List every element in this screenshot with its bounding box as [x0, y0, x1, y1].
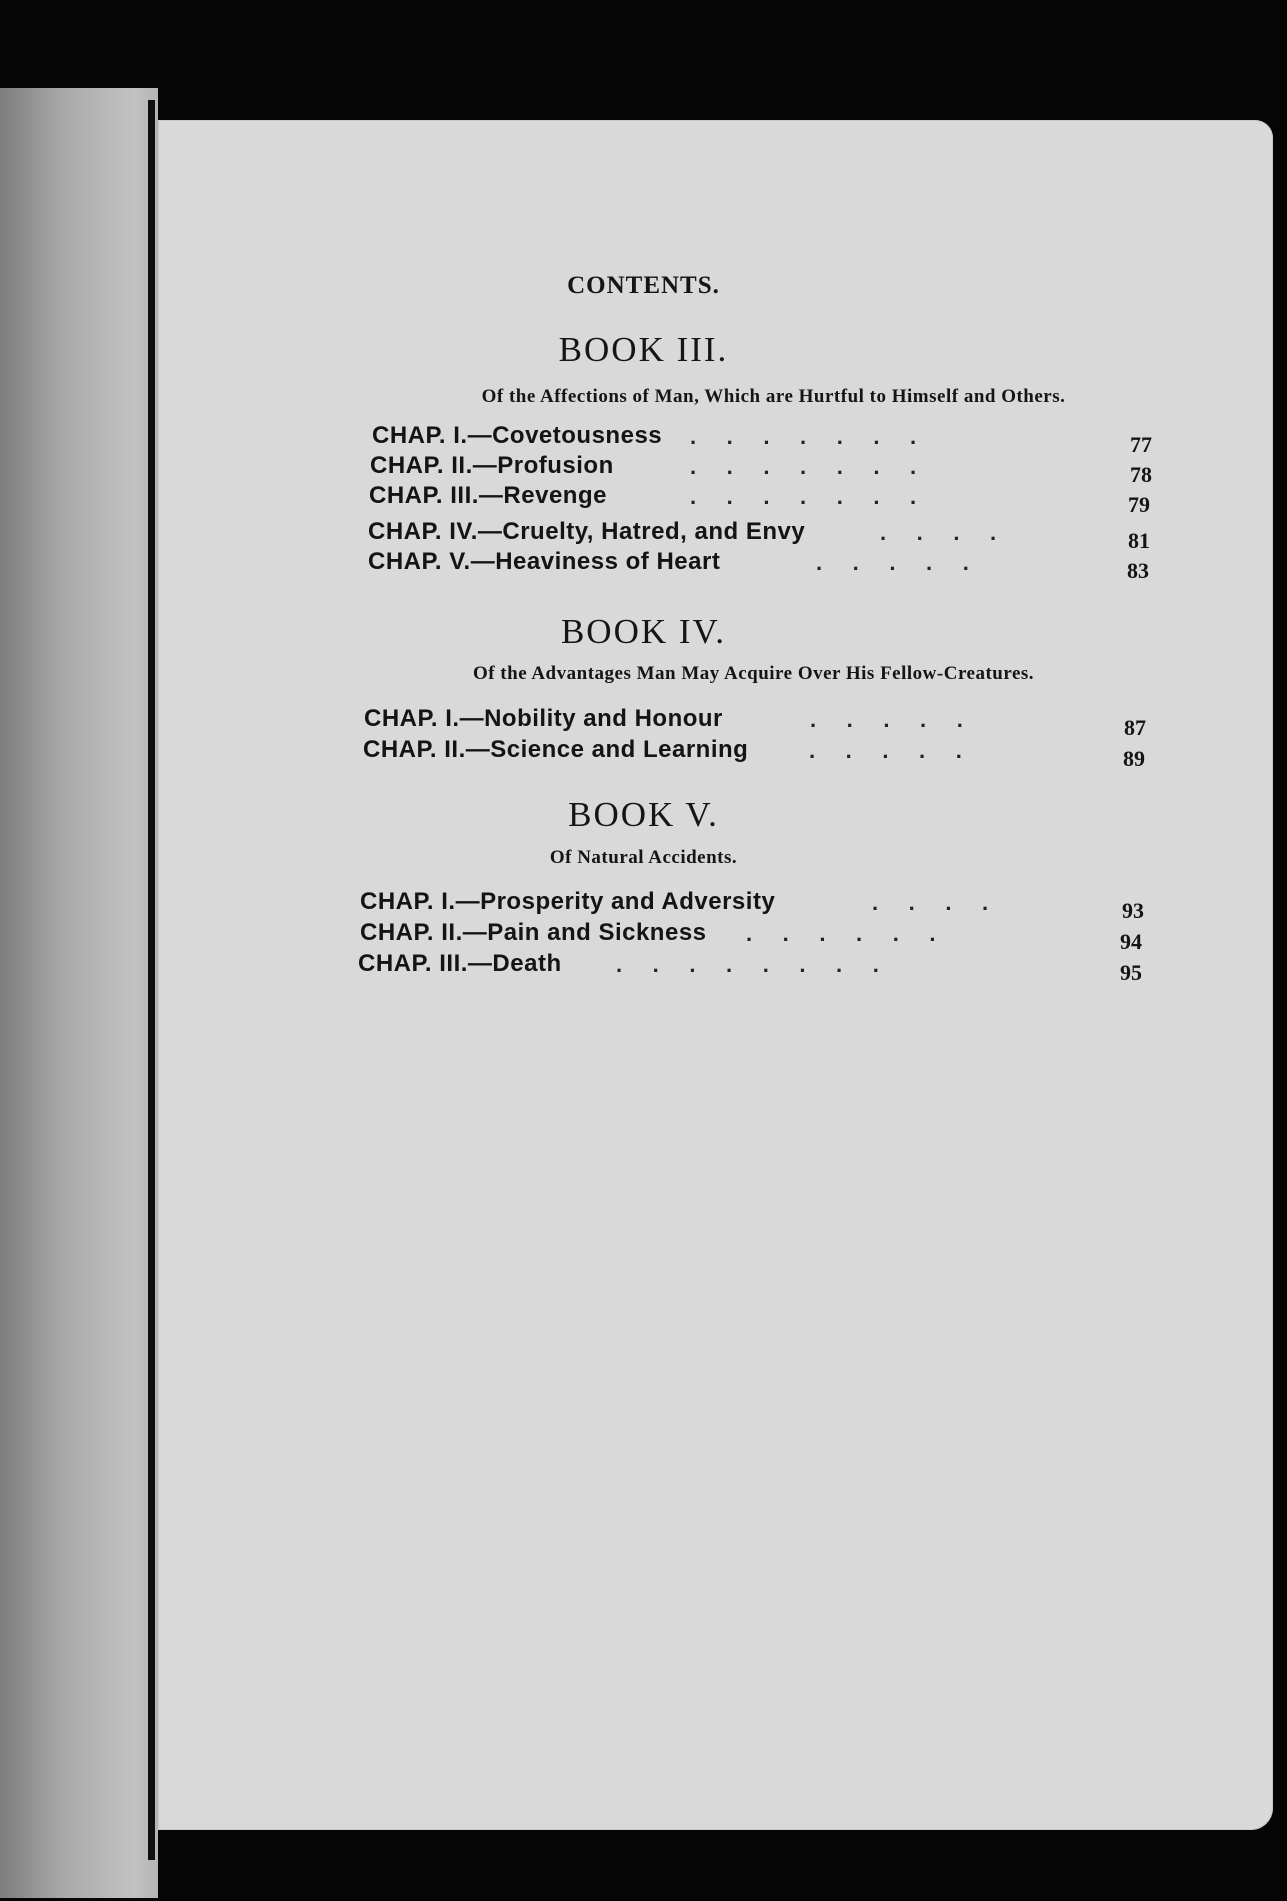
page-number: 89	[1123, 746, 1145, 771]
contents-title: CONTENTS.	[567, 272, 720, 299]
book-subtitle: Of the Affections of Man, Which are Hurtful to Himself and Others.	[481, 386, 1066, 407]
chapter-label: CHAP. I.—Prosperity and Adversity	[360, 888, 776, 915]
chapter-label: CHAP. II.—Pain and Sickness	[360, 919, 707, 946]
leader-dots: . . . . . . .	[690, 454, 917, 479]
chapter-label: CHAP. V.—Heaviness of Heart	[368, 548, 721, 575]
book-title: BOOK III.	[558, 330, 729, 369]
page-number: 94	[1120, 929, 1142, 954]
leader-dots: . . . . . . .	[690, 484, 917, 509]
chapter-label: CHAP. III.—Death	[358, 950, 562, 977]
page-number: 87	[1124, 715, 1146, 740]
leader-dots: . . . . . . .	[690, 424, 917, 449]
leader-dots: . . . . .	[810, 707, 963, 732]
chapter-label: CHAP. I.—Nobility and Honour	[364, 705, 723, 732]
leader-dots: . . . .	[880, 520, 997, 545]
book-title: BOOK V.	[568, 795, 719, 834]
book-subtitle: Of the Advantages Man May Acquire Over His Fellow-Creatures.	[472, 663, 1035, 684]
book-title: BOOK IV.	[560, 612, 727, 651]
chapter-label: CHAP. III.—Revenge	[369, 482, 607, 509]
chapter-label: CHAP. II.—Profusion	[370, 452, 614, 479]
leader-dots: . . . .	[872, 890, 989, 915]
book-subtitle: Of Natural Accidents.	[549, 847, 738, 868]
page-number: 77	[1130, 432, 1152, 457]
chapter-label: CHAP. II.—Science and Learning	[363, 736, 749, 763]
page-number: 78	[1130, 462, 1152, 487]
page-number: 83	[1127, 558, 1149, 583]
leader-dots: . . . . .	[816, 550, 969, 575]
leader-dots: . . . . . . . .	[616, 952, 879, 977]
leader-dots: . . . . .	[809, 738, 962, 763]
chapter-label: CHAP. I.—Covetousness	[372, 422, 663, 449]
leader-dots: . . . . . .	[746, 921, 936, 946]
chapter-label: CHAP. IV.—Cruelty, Hatred, and Envy	[368, 518, 806, 545]
page-number: 79	[1128, 492, 1150, 517]
page-number: 81	[1128, 528, 1150, 553]
page-number: 93	[1122, 898, 1144, 923]
page-number: 95	[1120, 960, 1142, 985]
